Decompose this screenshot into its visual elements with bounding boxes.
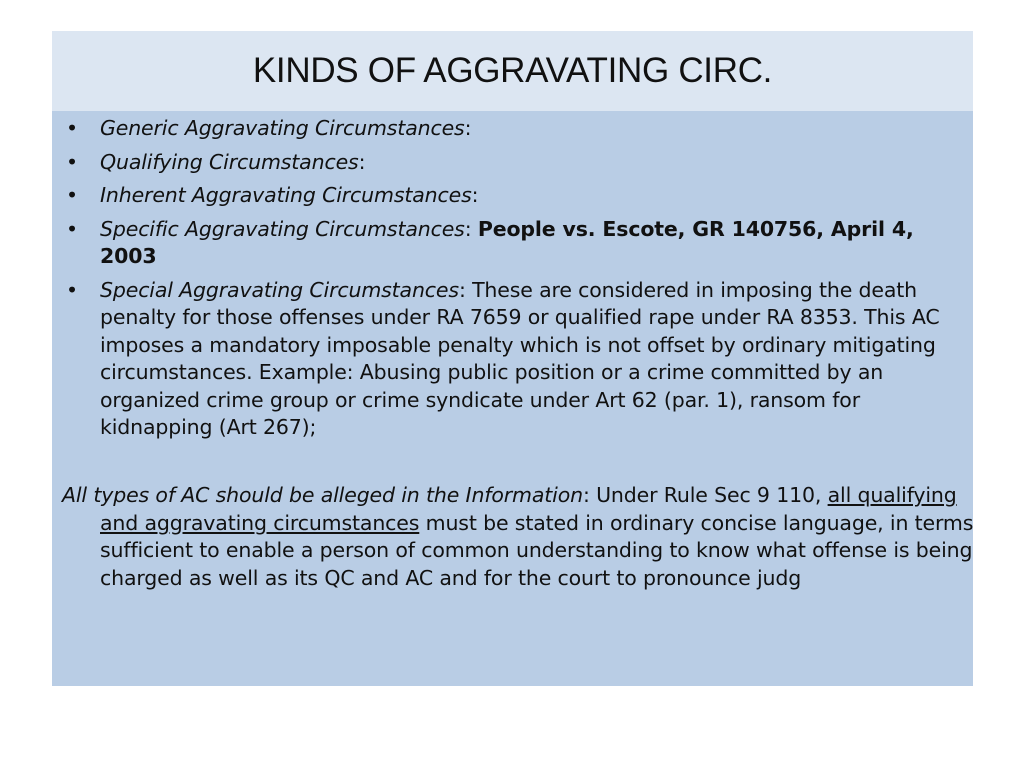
slide-title: KINDS OF AGGRAVATING CIRC. bbox=[252, 51, 773, 90]
closing-separator: : bbox=[582, 483, 597, 507]
bullet-separator: : bbox=[464, 216, 478, 241]
bullet-term: Special Aggravating Circumstances bbox=[100, 277, 459, 302]
bullet-inherent-ac bbox=[52, 182, 962, 210]
title-banner bbox=[52, 31, 973, 111]
bullet-special-ac bbox=[52, 277, 962, 442]
bullet-specific-ac bbox=[52, 216, 962, 271]
bullet-separator: : bbox=[471, 183, 479, 207]
content-panel bbox=[52, 111, 973, 686]
bullet-generic-ac bbox=[52, 115, 962, 143]
underlined-phrase: all qualifying and aggravating circumstances bbox=[100, 483, 957, 535]
bullet-mark: • bbox=[66, 277, 78, 302]
bullet-mark: • bbox=[66, 216, 78, 241]
bullet-term: Inherent Aggravating Circumstances bbox=[100, 183, 472, 207]
bullet-separator: : bbox=[464, 116, 472, 140]
bullet-list bbox=[52, 115, 962, 448]
bullet-separator: : bbox=[358, 149, 366, 174]
case-citation: People vs. Escote, GR 140756, April 4, 2003 bbox=[100, 216, 914, 268]
bullet-qualifying-circumstances bbox=[52, 149, 962, 177]
bullet-mark: • bbox=[66, 149, 78, 174]
closing-term: All types of AC should be alleged in the Information bbox=[62, 483, 583, 507]
bullet-separator: : bbox=[458, 277, 473, 302]
bullet-term: Generic Aggravating Circumstances bbox=[100, 116, 465, 140]
closing-paragraph bbox=[62, 482, 1000, 592]
bullet-mark: • bbox=[66, 183, 78, 207]
bullet-term: Qualifying Circumstances bbox=[100, 149, 359, 174]
bullet-term: Specific Aggravating Circumstances bbox=[100, 216, 465, 241]
bullet-body-text: These are considered in imposing the death penalty for those offenses under RA 7659 or qualified rape under RA 8353. This AC imposes a mandatory imposable penalty which is not offset by ordinary mitigating circumstances. Example: Abusing public position or a crime committed by an organized crime group or crime syndicate under Art 62 (par. 1), ransom for kidnapping (Art 267); bbox=[100, 277, 940, 439]
bullet-mark: • bbox=[66, 116, 78, 140]
closing-text-before: Under Rule Sec 9 110, bbox=[596, 483, 828, 507]
closing-text-after: must be stated in ordinary concise language, in terms sufficient to enable a person of common understanding to know what offense is being charged as well as its QC and AC and for the court to pronounce judg bbox=[100, 510, 974, 590]
